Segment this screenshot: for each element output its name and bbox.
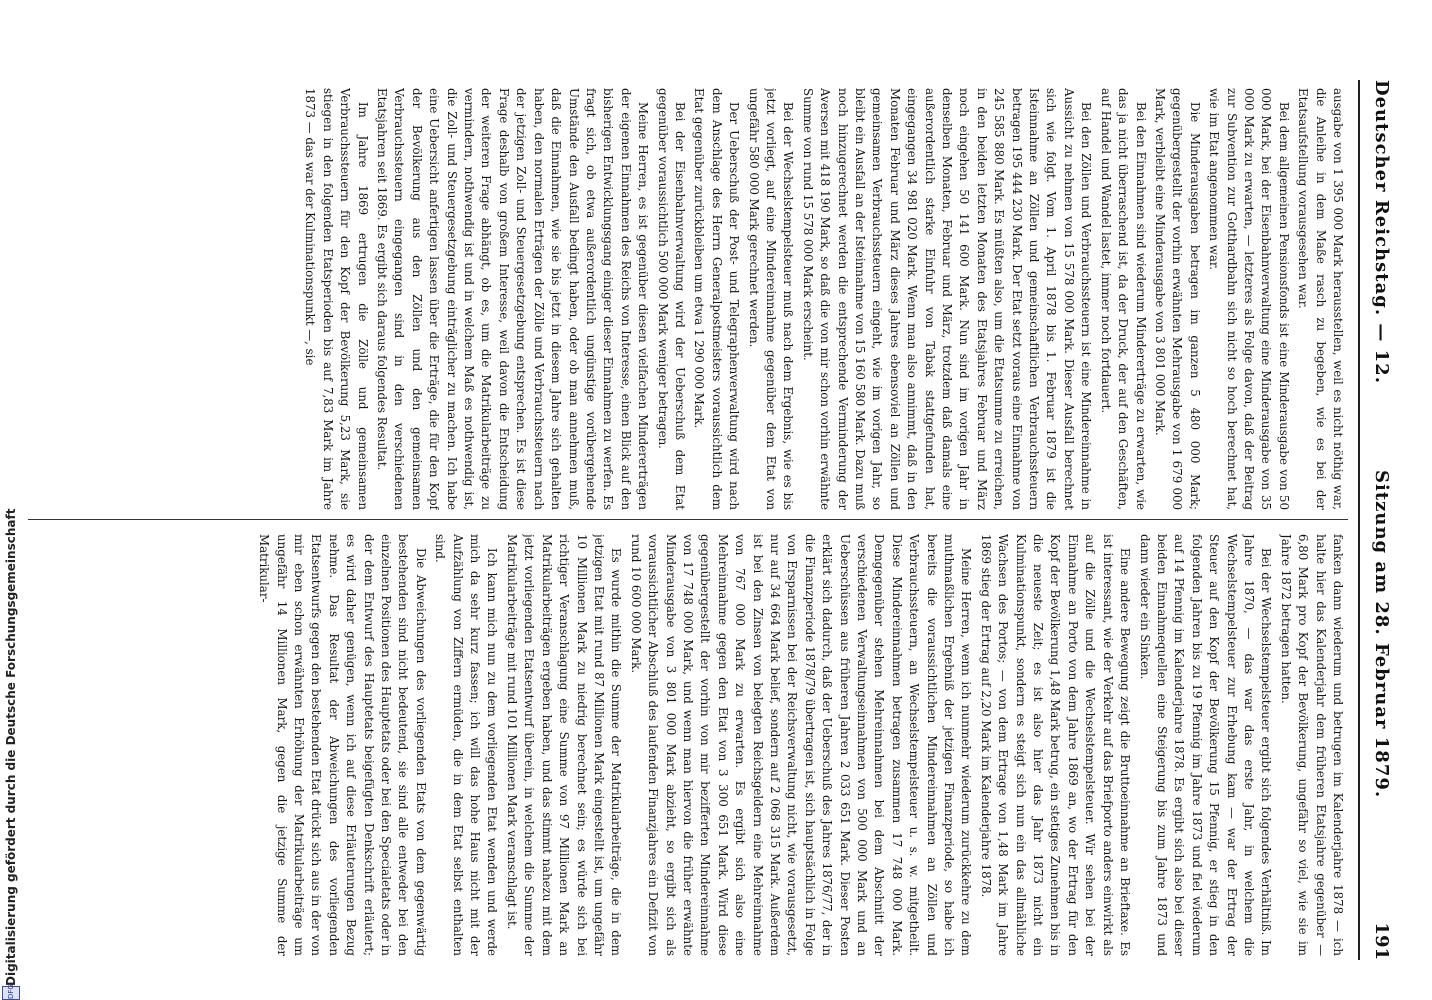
paragraph: Bei der Eisenbahnverwaltung wird der Ueberschuß dem Etat gegenüber voraussichtlich 500 000 Mark weniger betragen. [655, 88, 687, 510]
paragraph: Bei der Wechselstempelsteuer ergibt sich folgendes Verhältniß. Im Jahre 1870, — das war das erste Jahr, in welchem die Wechselstempelsteuer zur Erhebung kam — war der Ertrag der Steuer auf den Kopf der Bevölkerung 15 Pfennig, er stieg in den folgenden Jahren bis zu 19 Pfennig im Jahre 1873 und fiel wiederum auf 14 Pfennig im Kalenderjahre 1878. Es ergibt sich also bei dieser beiden Einnahmequellen eine Steigerung bis zum Jahre 1873 und dann wieder ein Sinken. [1137, 534, 1274, 956]
paragraph: Meine Herren, wenn ich nunmehr wiederum zurückkehre zu dem muthmaßlichen Ergebniß der jetzigen Finanzperiode, so habe ich bereits die voraussichtlichen Mindereinnahmen an Zöllen und Verbrauchssteuern, an Wechselstempelsteuer u. s. w. mitgetheilt. Diese Mindereinnahmen betragen zusammen 17 748 000 Mark. Demgegenüber stehen Mehreinnahmen bei dem Abschnitt der verschiedenen Verwaltungseinnahmen von 500 000 Mark und an Ueberschüssen aus früheren Jahren 2 033 651 Mark. Dieser Posten erklärt sich dadurch, daß der Ueberschuß des Jahres 1876/77, der in die Finanzperiode 1878/79 übertragen ist, sich hauptsächlich in Folge von Ersparnissen bei der Reichsverwaltung nicht, wie vorausgesetzt, nur auf 34 664 Mark belief, sondern auf 2 068 315 Mark. Außerdem ist bei den Zinsen von belegten Reichsgeldern eine Mehreinnahme von 767 000 Mark zu erwarten. Es ergibt sich also eine Mehreinnahme gegen den Etat von 3 300 651 Mark. Wird diese gegenübergestellt der vorhin von mir bezifferten Mindereinnahme von 17 748 000 Mark, und wenn man hiervon die früher erwähnte Minderausgabe von 3 801 000 Mark abzieht, so ergibt sich als voraussichtlicher Abschluß des laufenden Finanzjahres ein Defizit von rund 10 600 000 Mark. [628, 534, 974, 956]
page-number: 191 [1371, 922, 1392, 960]
paragraph: Eine andere Bewegung zeigt die Bruttoeinnahme an Brieftaxe. Es ist interessant, wie der Verkehr auf das Briefporto anders einwirkt als auf die Zölle und die Wechselstempelsteuer. Wir sehen bei der Einnahme an Porto von dem Jahre 1869 an, wo der Ertrag für den Kopf der Bevölkerung 1,48 Mark betrug, ein stetiges Zunehmen bis in die neueste Zeit; es ist also hier das Jahr 1873 nicht ein Kulminationspunkt, sondern es steigt sich nun ein das allmähliche Wachsen des Portos; — von dem Ertrage von 1,48 Mark im Jahre 1869 stieg der Ertrag auf 2,20 Mark im Kalenderjahre 1878. [978, 534, 1133, 956]
digitization-credit: Digitalisierung gefördert durch die Deutsche Forschungsgemeinschaft [4, 508, 18, 986]
column-divider [28, 519, 1348, 520]
paragraph: Bei dem allgemeinen Pensionsfonds ist eine Minderausgabe von 50 000 Mark, bei der Eisenbahnverwaltung eine Minderausgabe von 35 000 Mark zu erwarten, — letzteres als Folge davon, daß der Beitrag zur Subvention zur Gotthardbahn sich nicht so hoch berechnet hat, wie im Etat angenommen war. [1207, 88, 1291, 510]
paragraph: fanken dann wiederum und betrugen im Kalenderjahre 1878 — ich halte hier das Kalenderjahr dem früheren Etatsjahre gegenüber — 6,80 Mark pro Kopf der Bevölkerung, ungefähr so viel, wie sie im Jahre 1872 betragen hatten. [1278, 534, 1345, 956]
text-column-left [16, 88, 1346, 510]
paragraph: ausgabe von 1 395 000 Mark herausstellen, weil es nicht nöthig war, die Anleihe in dem Maße rasch zu begeben, wie es bei der Etatsaufstellung vorausgesehen war. [1296, 88, 1345, 510]
dfg-logo-icon: DFG [2, 986, 20, 1000]
paragraph: Bei den Zöllen und Verbrauchssteuern ist eine Mindereinnahme in Aussicht zu nehmen von 15 578 000 Mark. Dieser Ausfall berechnet sich wie folgt. Vom 1. April 1878 bis 1. Februar 1879 ist die Isteinnahme an Zöllen und gemeinschaftlichen Verbrauchssteuern betragen 195 444 230 Mark. Der Etat setzt voraus eine Einnahme von 245 585 880 Mark. Es müßten also, um die Etatsumme zu erreichen, in den beiden letzten Monaten des Etatsjahres Februar und März noch eingehen 50 141 600 Mark. Nun sind im vorigen Jahr in denselben Monaten, Februar und März, trotzdem daß damals eine außerordentlich starke Einfuhr von Tabak stattgefunden hat, eingegangen 34 981 020 Mark. Wenn man also annimmt, daß in den Monaten Februar und März dieses Jahres ebensoviel an Zöllen und gemeinsamen Verbrauchssteuern eingeht, wie im vorigen Jahr, so bleibt ein Ausfall an der Isteinnahme von 15 160 580 Mark. Dazu muß noch hinzugerechnet werden die entsprechende Verminderung der Aversen mit 418 190 Mark, so daß die von mir schon vorhin erwähnte Summe von rund 15 578 000 Mark erscheint. [800, 88, 1094, 510]
paragraph: Meine Herren, es ist gegenüber diesen vielfachen Mindererträgen der eigenen Einnahmen des Reichs von Interesse, einen Blick auf den bisherigen Entwicklungsgang einiger dieser Einnahmen zu werfen. Es fragt sich, ob etwa außerordentlich ungünstige vorübergehende Umstände den Ausfall bedingt haben, oder ob man annehmen muß, daß die Einnahmen, wie sie bis jetzt in diesem Jahre sich gehalten haben, den normalen Erträgen der Zölle und Verbrauchssteuern nach der jetzigen Zoll- und Steuergesetzgebung entsprechen. Es ist diese Frage deshalb von großem Interesse, weil davon die Entscheidung der weiteren Frage abhängt, ob es, um die Matrikularbeiträge zu vermindern, nothwendig ist und in welchem Maß es nothwendig ist, die Zoll- und Steuergesetzgebung einträglicher zu machen. Ich habe eine Uebersicht anfertigen lassen über die Erträge, die für den Kopf der Bevölkerung aus den Zöllen und den gemeinsamen Verbrauchssteuern eingegangen sind in den verschiedenen Etatsjahren seit 1869. Es ergibt sich daraus folgendes Resultat. [375, 88, 651, 510]
paragraph: Bei der Wechselstempelsteuer muß nach dem Ergebnis, wie es bis jetzt vorliegt, auf eine Mindereinnahme gegenüber dem Etat von ungefähr 580 000 Mark gerechnet werden. [746, 88, 796, 510]
paragraph: Es wurde mithin die Summe der Matrikularbeiträge, die in dem jetzigen Etat mit rund 87 Millionen Mark eingestellt ist, um ungefähr 10 Millionen Mark zu niedrig berechnet sein; es würde sich bei richtiger Veranschlagung eine Summe von 97 Millionen Mark an Matrikularbeiträgen ergeben haben, und das stimmt nahezu mit dem jetzt vorliegenden Etatsentwurf überein, in welchem die Summe der Matrikularbeiträge mit rund 101 Millionen Mark veranschlagt ist. [504, 534, 624, 956]
paragraph: Der Ueberschuß der Post- und Telegraphenverwaltung wird nach dem Anschlage des Herrn Generalpostmeisters voraussichtlich dem Etat gegenüber zurückbleiben um etwa 1 290 000 Mark. [692, 88, 742, 510]
paragraph: Ich kann mich nun zu dem vorliegenden Etat wenden und werde mich da sehr kurz fassen; ich will das hohe Haus nicht mit der Aufzählung von Ziffern ermüden, die in dem Etat selbst enthalten sind. [433, 534, 500, 956]
paragraph: Bei den Einnahmen sind wiederum Mindererträge zu erwarten, wie das ja nicht überraschend ist, da der Druck, der auf den Geschäften, auf Handel und Wandel lastet, immer noch fortdauert. [1098, 88, 1148, 510]
paragraph: Die Abweichungen des vorliegenden Etats von dem gegenwärtig bestehenden sind nicht bedeutend, sie sind alle entweder bei den einzelnen Positionen des Hauptetats oder bei den Specialetats oder in der dem Entwurf des Hauptetats beigefügten Denkschrift erläutert; es wird daher genügen, wenn ich auf diese Erläuterungen Bezug nehme. Das Resultat der Abweichungen des vorliegenden Etatsentwurfs gegen den bestehenden Etat drückt sich aus in der von mir eben schon erwähnten Erhöhung der Matrikularbeiträge um ungefähr 14 Millionen Mark, gegen die jetzige Summe der Matrikular- [257, 534, 428, 956]
text-column-right [16, 534, 1346, 956]
running-header-left: Deutscher Reichstag. — 12. [1371, 80, 1392, 384]
paragraph: Die Minderausgaben betragen im ganzen 5 480 000 Mark; gegenübergestellt der vorhin erwähnten Mehrausgabe von 1 679 000 Mark, verbleibt eine Minderausgabe von 3 801 000 Mark. [1152, 88, 1202, 510]
header-rule [1358, 80, 1360, 960]
running-header-right: Sitzung am 28. Februar 1879. [1371, 470, 1392, 799]
digitization-footer [0, 0, 24, 1000]
paragraph: Im Jahre 1869 ertrugen die Zölle und gemeinsamen Verbrauchssteuern für den Kopf der Bevölkerung 5,23 Mark, sie stiegen in den folgenden Etatsperioden bis auf 7,83 Mark im Jahre 1873 — das war der Kulminationspunkt —, sie [303, 88, 370, 510]
